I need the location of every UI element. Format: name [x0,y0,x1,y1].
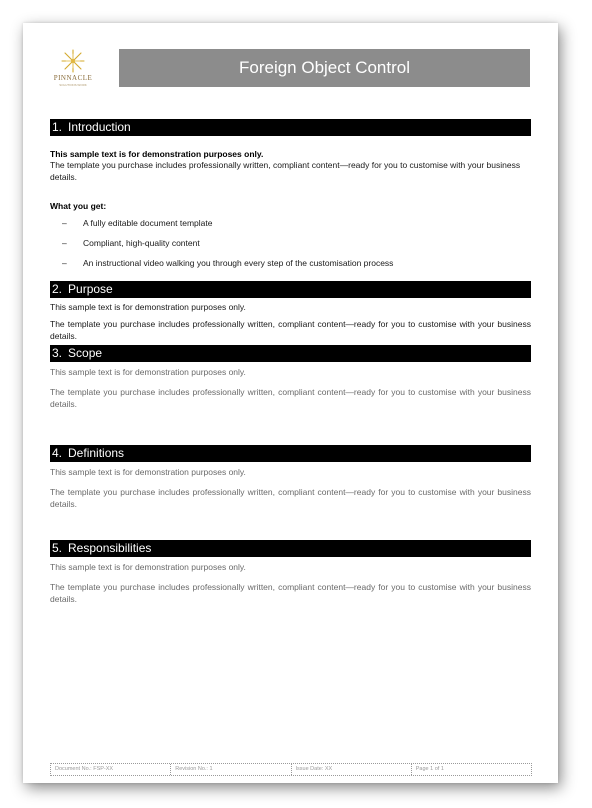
section-definitions [50,445,531,510]
section-purpose [50,281,531,342]
feature-list [50,213,531,273]
section-introduction [50,119,531,273]
footer-issue-date: Issue Date: XX [292,764,412,775]
section-text: The template you purchase includes professionally written, compliant content—ready for you to customise with your business details. [50,487,531,509]
section-text: The template you purchase includes professionally written, compliant content—ready for you to customise with your business details. [50,387,531,409]
section-title: Responsibilities [68,541,152,555]
section-title: Definitions [68,446,125,460]
section-text: This sample text is for demonstration purposes only. [50,302,246,312]
list-bullet: – [62,258,67,268]
document-footer [50,763,532,776]
section-text: The template you purchase includes professionally written, compliant content—ready for you to customise with your business details. [50,319,531,341]
section-text: The template you purchase includes professionally written, compliant content—ready for you to customise with your business details. [50,582,531,604]
section-number: 1. [52,120,63,134]
document-body [50,119,531,605]
intro-bold-text: This sample text is for demonstration purposes only. [50,149,264,159]
section-number: 5. [52,541,63,555]
section-heading [50,281,531,298]
list-item: – An instructional video walking you through every step of the customisation process [50,253,531,273]
footer-page-number: Page 1 of 1 [415,766,444,772]
section-responsibilities [50,540,531,605]
section-title: Introduction [68,120,131,134]
section-scope [50,345,531,410]
list-bullet: – [62,218,67,228]
intro-text: The template you purchase includes professionally written, compliant content—ready for you to customise with your business details. [50,160,521,182]
section-title: Purpose [68,282,113,296]
list-bullet: – [62,238,67,248]
section-number: 3. [52,346,63,360]
logo-tagline: SOLUTIONS WORK [59,83,87,87]
section-title: Scope [68,346,103,360]
document-page [23,23,558,783]
logo-wordmark: PINNACLE [53,74,93,82]
section-text: This sample text is for demonstration purposes only. [50,467,246,477]
section-heading [50,540,531,557]
section-number: 4. [52,446,63,460]
section-text: This sample text is for demonstration purposes only. [50,562,246,572]
list-item: – Compliant, high-quality content [50,233,531,253]
list-item: – A fully editable document template [50,213,531,233]
company-logo [49,49,97,89]
list-heading: What you get: [50,201,107,211]
section-heading [50,345,531,362]
footer-document-no: Document No.: FSP-XX [51,764,171,775]
document-title: Foreign Object Control [119,49,530,87]
footer-revision-no: Revision No.: 1 [171,764,291,775]
section-number: 2. [52,282,63,296]
starburst-logo-icon [61,49,85,73]
section-heading [50,445,531,462]
section-text: This sample text is for demonstration purposes only. [50,367,246,377]
section-heading [50,119,531,136]
